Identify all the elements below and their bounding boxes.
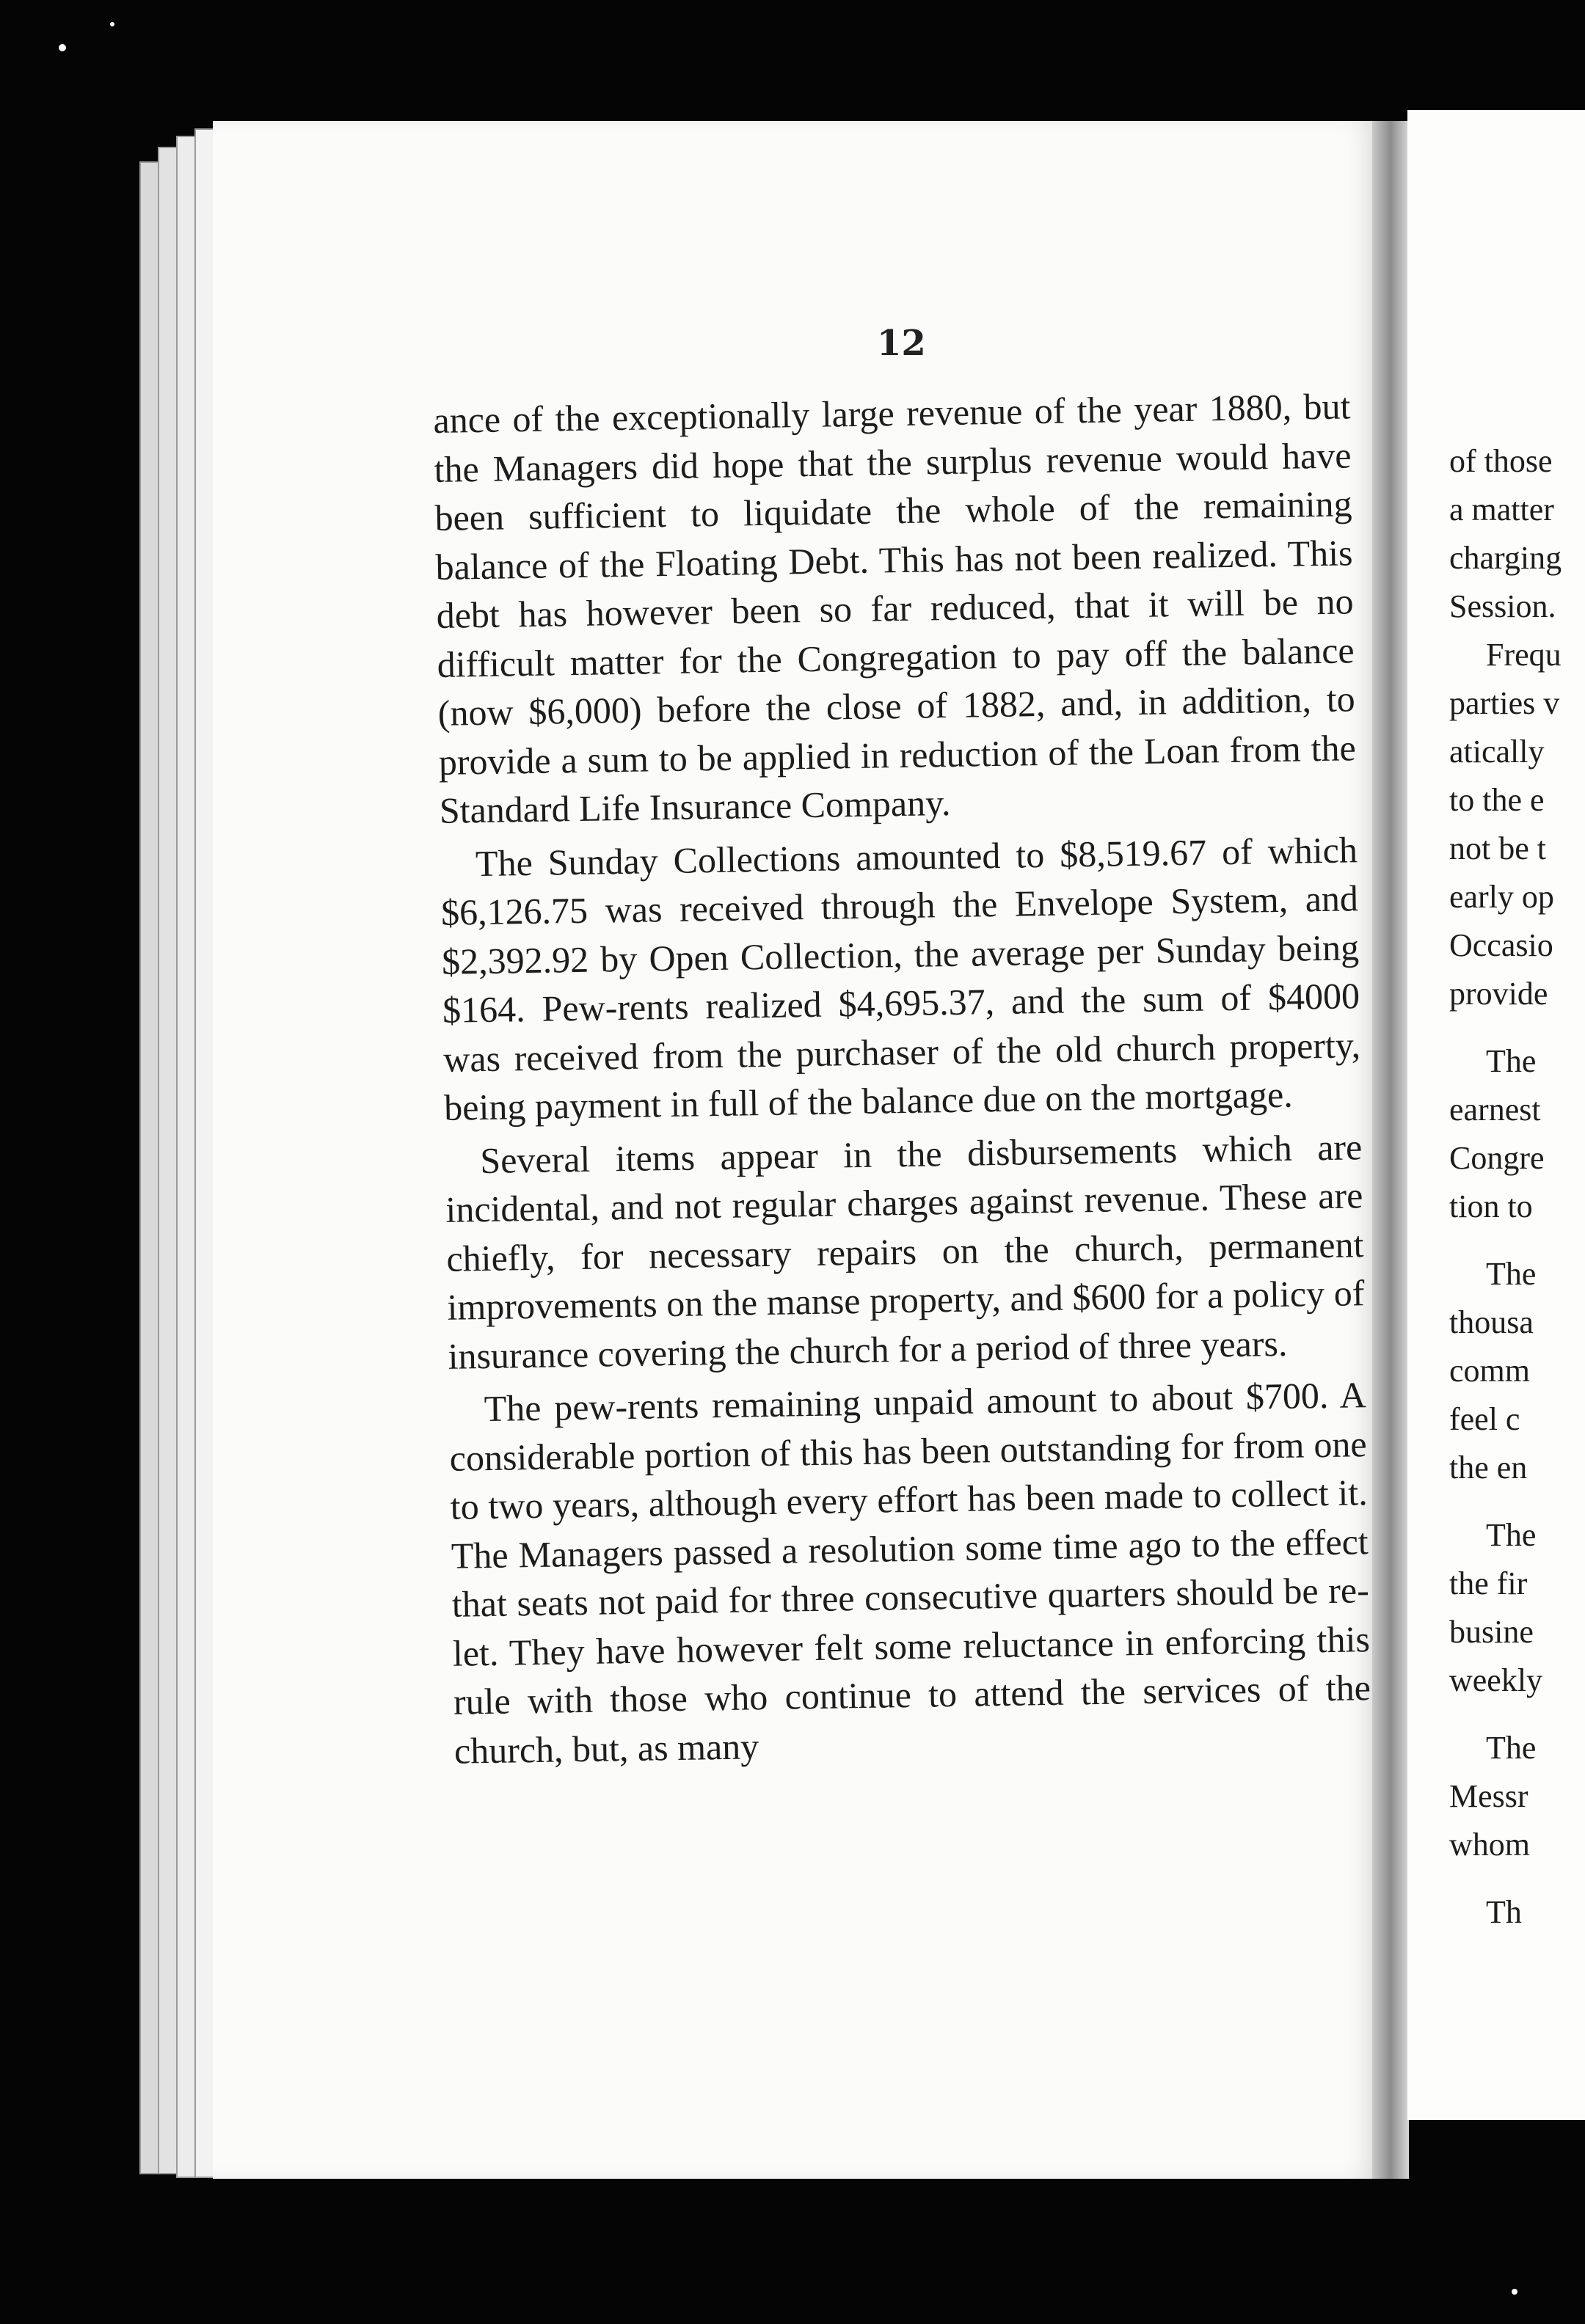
right-line: The xyxy=(1486,1256,1537,1292)
right-line: thousa xyxy=(1449,1304,1534,1340)
paragraph-1: ance of the exceptionally large revenue of the year 1880, but the Managers did hope that the surplus revenue would have been sufficient to liquidate the whole of the remaining balance of the Floating Debt. This has not been realized. This debt has however been so far reduced, that it will be no difficult matter for the Congregation to pay off the balance (now $6,000) before the close of 1882, and, in addition, to provide a sum to be applied in reduction of the Loan from the Standard Life Insurance Company. xyxy=(433,385,1357,831)
right-line: feel c xyxy=(1449,1401,1520,1437)
right-line: busine xyxy=(1449,1614,1534,1650)
dust-speck xyxy=(59,44,66,51)
book-gutter xyxy=(1372,121,1409,2179)
right-line: Messr xyxy=(1449,1778,1528,1814)
right-line: charging xyxy=(1449,540,1562,576)
right-line: whom xyxy=(1449,1827,1530,1863)
right-line: of those xyxy=(1449,443,1553,479)
right-page-text xyxy=(1449,437,1585,1937)
right-line: The xyxy=(1486,1043,1537,1079)
right-line: Occasio xyxy=(1449,927,1553,963)
right-line: The xyxy=(1486,1730,1537,1766)
body-text xyxy=(433,381,1371,1779)
paragraph-3: Several items appear in the disbursements which are incidental, and not regular charges against revenue. These are chiefly, for necessary repairs on the church, permanent improvements on the manse property, and $600 for a policy of insurance covering the church for a period of three years. xyxy=(445,1125,1365,1377)
right-line: provide xyxy=(1449,976,1548,1012)
right-line: Th xyxy=(1486,1894,1522,1930)
right-line: weekly xyxy=(1449,1662,1543,1698)
right-gap xyxy=(1449,1705,1585,1724)
right-line: early op xyxy=(1449,879,1554,915)
right-line: a matter xyxy=(1449,492,1554,527)
right-line: to the e xyxy=(1449,782,1545,818)
right-line: the fir xyxy=(1449,1565,1528,1601)
dust-speck xyxy=(110,22,114,26)
dust-speck xyxy=(1512,2289,1517,2295)
right-gap xyxy=(1449,1231,1585,1250)
right-gap xyxy=(1449,1869,1585,1888)
right-line: tion to xyxy=(1449,1188,1533,1224)
right-line: earnest xyxy=(1449,1092,1541,1128)
right-line: the en xyxy=(1449,1450,1528,1486)
right-gap xyxy=(1449,1492,1585,1511)
page-number: 12 xyxy=(877,323,926,364)
right-line: The xyxy=(1486,1517,1537,1553)
right-line: comm xyxy=(1449,1353,1530,1389)
paragraph-2: The Sunday Collections amounted to $8,519.67 of which $6,126.75 was received through the Envelope System, and $2,392.92 by Open Collection, the average per Sunday being $164. Pew-rents realized $4,695.37, and the sum of $4000 was received from the purchaser of the old church property, being payment in full of the balance due on the mortgage. xyxy=(440,828,1361,1128)
right-line: Frequ xyxy=(1486,637,1562,673)
right-line: not be t xyxy=(1449,830,1546,866)
right-line: atically xyxy=(1449,734,1545,770)
right-line: Congre xyxy=(1449,1140,1545,1176)
paragraph-4: The pew-rents remaining unpaid amount to about $700. A considerable portion of this has been outstanding for from one to two years, although every effort has been made to collect it. The Managers passed a resolution some time ago to the effect that seats not paid for three consecutive quarters should be re-let. They have however felt some reluctance in enforcing this rule with those who continue to attend the services of the church, but, as many xyxy=(449,1374,1371,1772)
right-line: parties v xyxy=(1449,685,1560,721)
right-gap xyxy=(1449,1018,1585,1037)
right-line: Session. xyxy=(1449,588,1556,624)
